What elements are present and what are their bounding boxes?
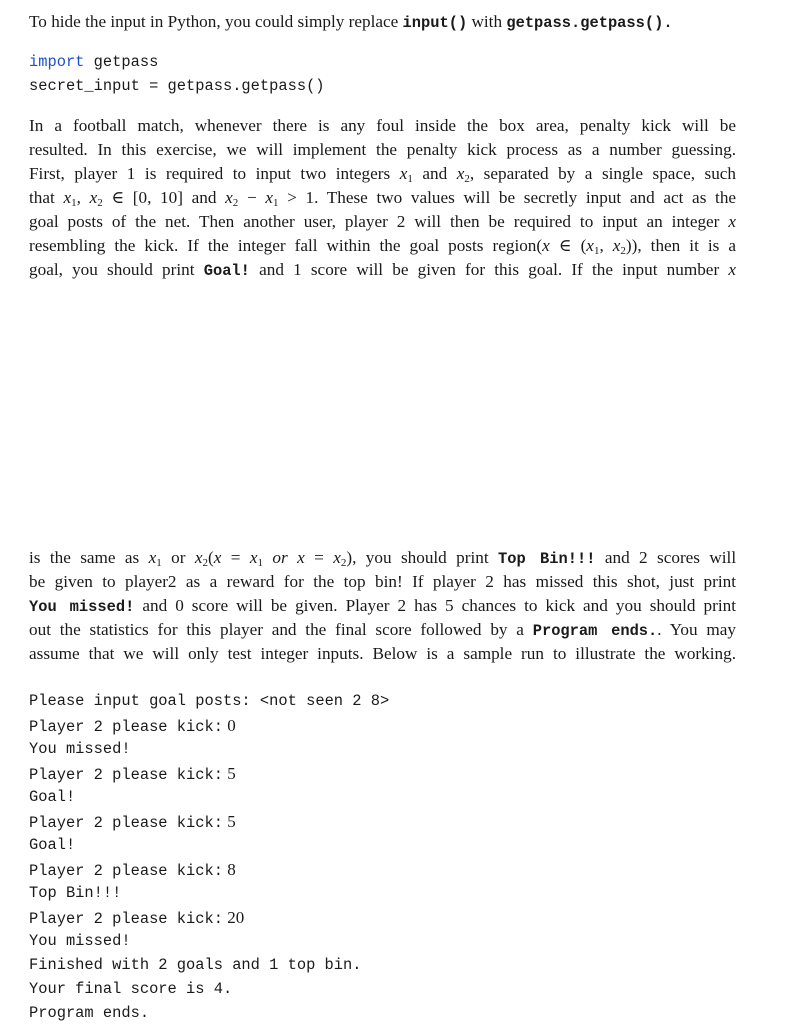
sample-goal-prompt: Please input goal posts: [29,692,251,710]
para2-line-4 [29,620,736,640]
sample-run-line [29,932,131,950]
sample-run-line [29,980,232,998]
math-interval: $x_1$, $x_2$ [586,236,626,257]
code-top-bin: Top Bin!!! [498,550,596,568]
code-import-module: getpass [84,53,159,71]
code-line-2: secret_input = getpass.getpass() [29,77,325,95]
para1-line-2: resulted. In this exercise, we will implement the penalty kick process as a number guessing. [29,140,736,159]
sample-run-input: 0 [222,716,236,735]
para1-l3a: First, player 1 is required to input two integers [29,164,391,183]
math-x2-b: $x_2$ [194,548,209,569]
para1-l5a: goal posts of the net. Then another user, player 2 will then be required to input an integer [29,212,720,231]
intro-code-getpass: getpass.getpass(). [506,14,673,32]
intro-text-a: To hide the input in Python, you could simply replace [29,12,399,31]
intro-text-b: with [471,12,503,31]
math-x1-b: $x_1$ [148,548,162,569]
para2-line-3 [29,596,736,616]
para1-l4b: [0, 10] and [132,188,217,207]
math-in-region: ∈ [558,236,572,255]
para1-l7a: goal, you should print [29,260,195,279]
para1-line-5 [29,212,736,232]
para2-l4b: . You may [657,620,736,639]
sample-run-text: You missed! [29,740,131,758]
para1-line-7 [29,260,736,280]
para1-line-4 [29,188,736,209]
para1-l3c: , separated by a single space, such [469,164,737,183]
para2-line-5: assume that we will only test integer inputs. Below is a sample run to illustrate the working. [29,644,736,663]
sample-run-line [29,860,236,880]
sample-run-line [29,836,75,854]
math-x1: $x_1$ [399,164,413,185]
sample-run-line [29,1004,149,1022]
para1-l7b: and 1 score will be given for this goal. If the input number [259,260,720,279]
sample-run-line [29,812,236,832]
math-x: x [728,212,736,231]
math-equalities: $x = x_1$ or $x = x_2$ [213,548,347,569]
intro-line [29,12,673,32]
code-program-ends: Program ends. [532,622,658,640]
sample-run-line [29,716,236,736]
para1-l4a: that [29,188,55,207]
code-goal: Goal! [203,262,250,280]
sample-run-input: 5 [222,764,236,783]
para1-line-3 [29,164,736,185]
math-x-end: x [728,260,736,279]
code-line-1 [29,53,158,71]
sample-run-line [29,908,244,928]
para1-l4c: > 1. These two values will be secretly input and act as the [287,188,737,207]
sample-run-text: Player 2 please kick: [29,766,223,784]
sample-run-input: 5 [222,812,236,831]
math-x-region: x [542,236,550,255]
para1-l6c: )), then it is a [625,236,736,255]
sample-run-input: 8 [222,860,236,879]
intro-code-input: input() [402,14,468,32]
para2-l1b: or [171,548,186,567]
sample-run-text: Player 2 please kick: [29,814,223,832]
para1-l6b: ( [580,236,587,255]
code-import-keyword: import [29,53,85,71]
math-x2: $x_2$ [456,164,470,185]
sample-run-text: Player 2 please kick: [29,718,223,736]
sample-run-text: You missed! [29,932,131,950]
para2-l1e: and 2 scores will [604,548,737,567]
sample-run-text: Goal! [29,836,76,854]
sample-run-line [29,764,236,784]
sample-run-text: Program ends. [29,1004,150,1022]
para2-l4a: out the statistics for this player and the final score followed by a [29,620,524,639]
sample-goal-posts-line [29,692,389,710]
sample-run-input: 20 [222,908,245,927]
para2-line-2: be given to player2 as a reward for the top bin! If player 2 has missed this shot, just print [29,572,736,591]
para2-l1c: ( [208,548,214,567]
sample-run-line [29,788,75,806]
sample-run-text: Top Bin!!! [29,884,122,902]
para1-l3b: and [422,164,448,183]
code-you-missed: You missed! [29,598,135,616]
para2-l3b: and 0 score will be given. Player 2 has 5 chances to kick and you should print [142,596,737,615]
sample-run-line [29,956,362,974]
sample-run-text: Finished with 2 goals and 1 top bin. [29,956,362,974]
sample-hidden-input: <not seen 2 8> [259,692,390,710]
sample-run-text: Your final score is 4. [29,980,233,998]
sample-run-line [29,740,131,758]
para2-l1a: is the same as [29,548,140,567]
sample-run-text: Player 2 please kick: [29,910,223,928]
math-in: ∈ [111,188,125,207]
para2-line-1 [29,548,736,569]
math-x2-minus-x1: $x_2 - x_1$ [225,188,279,209]
para1-line-6 [29,236,736,257]
sample-run-line [29,884,121,902]
sample-run-text: Player 2 please kick: [29,862,223,880]
para1-line-1: In a football match, whenever there is any foul inside the box area, penalty kick will be [29,116,736,135]
math-x1x2: $x_1$, $x_2$ [63,188,103,209]
para2-l1d: ), you should print [346,548,489,567]
para1-l6a: resembling the kick. If the integer fall within the goal posts region( [29,236,543,255]
sample-run-text: Goal! [29,788,76,806]
